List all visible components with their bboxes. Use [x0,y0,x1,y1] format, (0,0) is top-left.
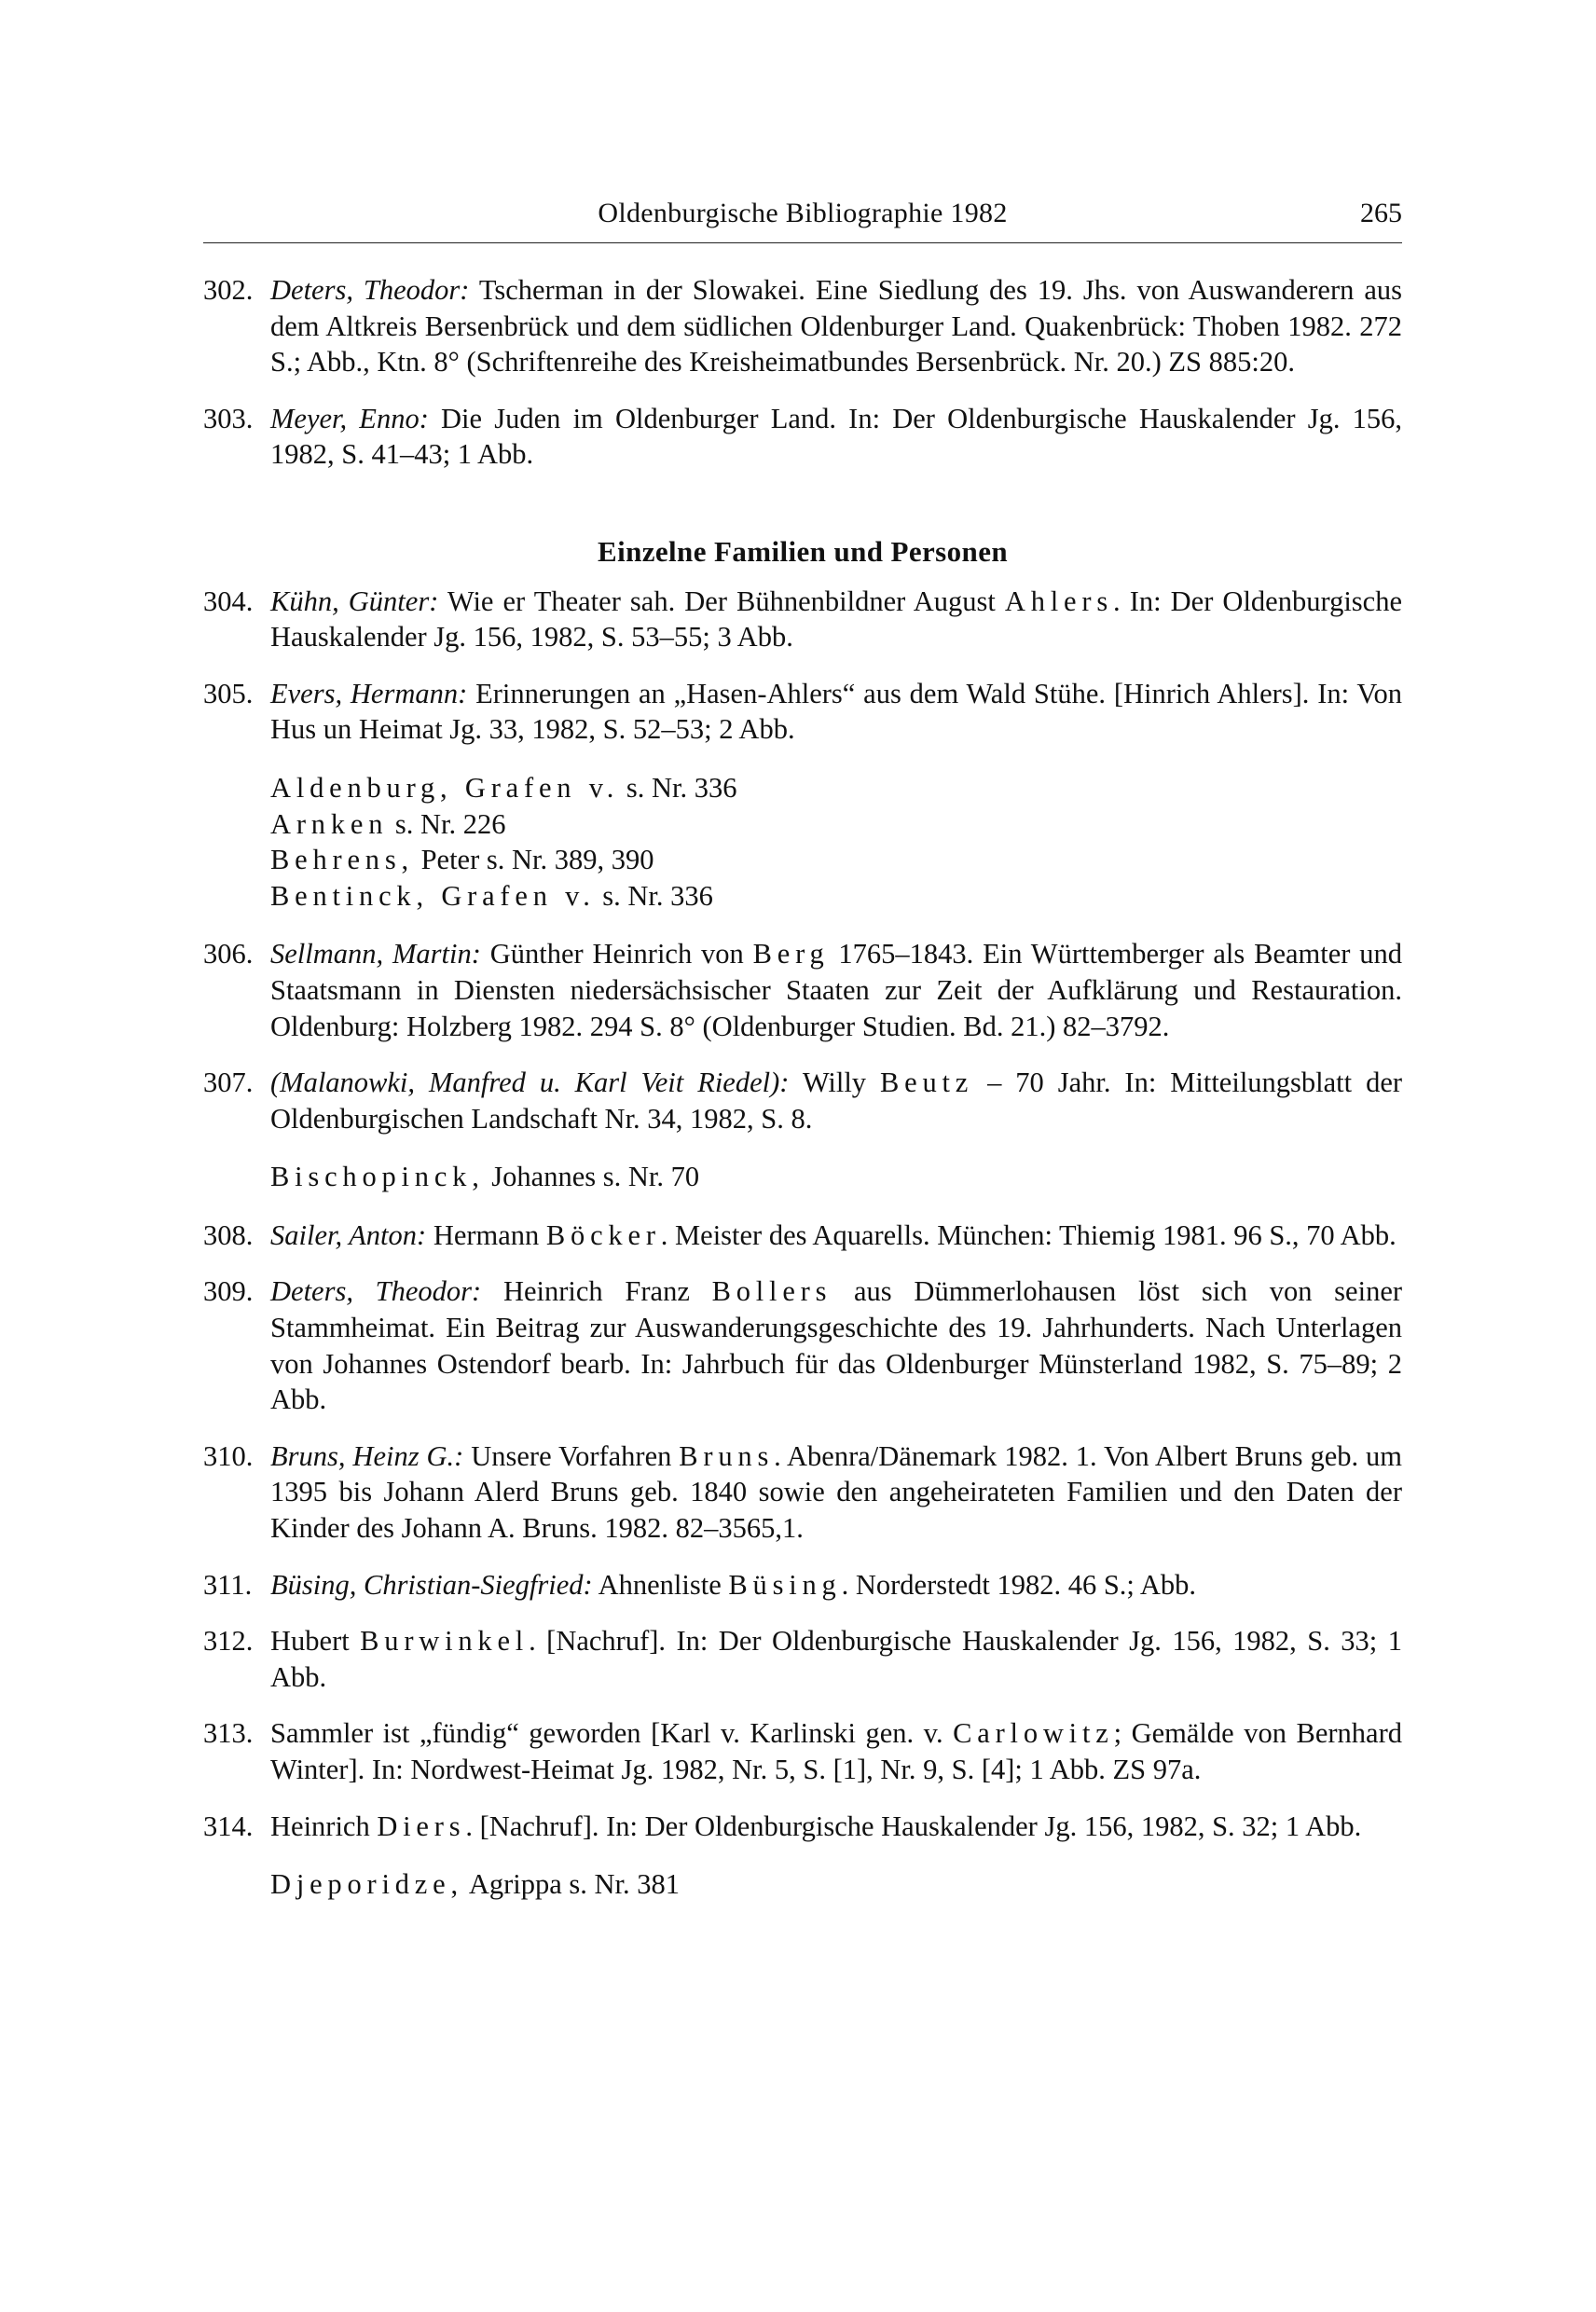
entry-304 [203,584,1402,655]
spaced-name: Bollers [711,1275,832,1308]
entry-309 [203,1273,1402,1417]
entry-text: Die Juden im Oldenburger Land. In: Der Oldenburgische Hauskalender Jg. 156, 1982, S. 41–43; 1 Abb. [270,402,1403,471]
entry-text: . Abenra/Dänemark 1982. 1. Von Albert Bruns geb. um 1395 bis Johann Alerd Bruns geb. 1840 sowie den angeheirateten Familien und den Daten der Kinder des Johann A. Bruns. 1982. 82–3565,1. [270,1439,1402,1545]
entry-author: Evers, Hermann: [270,677,468,709]
page-number: 265 [1360,198,1402,228]
entry-author: Büsing, Christian-Siegfried: [270,1568,593,1601]
entry-number: 314. [203,1810,254,1842]
entry-number: 306. [203,938,254,970]
ref-name: Aldenburg, Grafen v. [270,771,620,804]
entry-310 [203,1438,1402,1547]
entry-text: Günther Heinrich von [480,938,753,970]
ref-name: Djeporidze, [270,1868,463,1901]
ref-name: Behrens, [270,844,414,876]
entry-text: . [Nachruf]. In: Der Oldenburgische Hauskalender Jg. 156, 1982, S. 32; 1 Abb. [465,1810,1362,1842]
entry-text: Erinnerungen an „Hasen-Ahlers“ aus dem Wald Stühe. [Hinrich Ahlers]. In: Von Hus un Heimat Jg. 33, 1982, S. 52–53; 2 Abb. [270,677,1403,746]
cross-reference [270,1159,1402,1195]
entry-text: 1765–1843. Ein Württemberger als Beamter und Staatsmann in Diensten niedersächsischer Staaten zur Zeit der Aufklärung und Restauration. Oldenburg: Holzberg 1982. 294 S. 8° (Oldenburger Studien. Bd. 21.) 82–3792. [270,938,1402,1042]
entry-text: . In: Der Oldenburgische Hauskalender Jg. 156, 1982, S. 53–55; 3 Abb. [270,585,1402,654]
entry-number: 311. [203,1568,253,1601]
entry-number: 308. [203,1218,254,1251]
entry-303 [203,401,1402,473]
entry-text: Wie er Theater sah. Der Bühnenbildner August [438,585,1005,617]
spaced-name: Bruns [679,1439,775,1472]
entry-text: Heinrich [270,1810,378,1842]
entry-number: 304. [203,585,254,617]
entry-302 [203,272,1402,380]
entry-text: Hubert [270,1625,361,1658]
entry-number: 312. [203,1625,254,1658]
spaced-name: Büsing [728,1568,842,1601]
entry-text: Unsere Vorfahren [463,1439,680,1472]
entry-307 [203,1065,1402,1136]
ref-target: Agrippa s. Nr. 381 [462,1868,681,1901]
entry-313 [203,1715,1402,1787]
entry-308 [203,1218,1402,1254]
entry-author: Sailer, Anton: [270,1218,427,1251]
spaced-name: Burwinkel [360,1625,530,1658]
entry-author: Bruns, Heinz G.: [270,1439,464,1472]
entry-text: Tscherman in der Slowakei. Eine Siedlung des 19. Jhs. von Auswanderern aus dem Altkreis Bersenbrück und dem südlichen Oldenburger Land. Quakenbrück: Thoben 1982. 272 S.; Abb., Ktn. 8° (Schriftenreihe des Kreisheimatbundes Bersenbrück. Nr. 20.) ZS 885:20. [270,274,1402,378]
entry-author: (Malanowki, Manfred u. Karl Veit Riedel): [270,1067,790,1099]
entry-text: . [Nachruf]. In: Der Oldenburgische Hauskalender Jg. 156, 1982, S. 33; 1 Abb. [270,1625,1402,1693]
entry-text: Hermann [426,1218,546,1251]
entry-author: Sellmann, Martin: [270,938,481,970]
entry-text: aus Dümmerlohausen löst sich von seiner Stammheimat. Ein Beitrag zur Auswanderungsgeschichte des 19. Jahrhunderts. Nach Unterlagen von Johannes Ostendorf bearb. In: Jahrbuch für das Oldenburger Münsterland 1982, S. 75–89; 2 Abb. [270,1275,1403,1416]
bibliography-content [203,272,1402,1925]
cross-reference-list [203,770,1402,914]
ref-target: s. Nr. 336 [595,879,713,912]
entry-author: Deters, Theodor: [270,274,470,306]
ref-target: s. Nr. 336 [619,771,737,804]
entry-author: Kühn, Günter: [270,585,439,617]
entry-text: . Norderstedt 1982. 46 S.; Abb. [841,1568,1196,1601]
ref-target: Johannes s. Nr. 70 [484,1161,700,1193]
cross-reference [270,842,1402,878]
ref-name: Bentinck, Grafen v. [270,879,596,912]
entry-text: Heinrich Franz [481,1275,712,1308]
entry-author: Deters, Theodor: [270,1275,482,1308]
cross-reference [270,1866,1402,1903]
entry-number: 305. [203,677,254,709]
cross-reference-list [203,1159,1402,1195]
cross-reference [270,770,1402,806]
entry-number: 307. [203,1067,254,1099]
entry-text: . Meister des Aquarells. München: Thiemig 1981. 96 S., 70 Abb. [660,1218,1396,1251]
section-heading: Einzelne Familien und Personen [598,534,1008,568]
spaced-name: Böcker [545,1218,661,1251]
entry-305 [203,676,1402,748]
ref-name: Bischopinck, [270,1161,485,1193]
entry-text: Ahnenliste [592,1568,729,1601]
cross-reference [270,806,1402,843]
spaced-name: Berg [752,938,830,970]
entry-number: 313. [203,1717,254,1750]
ref-target: Peter s. Nr. 389, 390 [413,844,654,876]
entry-text: Sammler ist „fündig“ geworden [Karl v. Karlinski gen. v. [270,1717,954,1750]
entry-number: 303. [203,402,254,434]
running-header [203,190,1402,243]
entry-311 [203,1567,1402,1603]
ref-target: s. Nr. 226 [388,807,506,840]
cross-reference [270,878,1402,915]
header-title: Oldenburgische Bibliographie 1982 [598,198,1008,228]
entry-number: 310. [203,1439,254,1472]
cross-reference-list [203,1866,1402,1903]
spaced-name: Beutz [880,1067,974,1099]
spaced-name: Diers [377,1810,466,1842]
entry-text: Willy [789,1067,881,1099]
entry-312 [203,1623,1402,1695]
spaced-name: Carlowitz [953,1717,1114,1750]
entry-text: ; Gemälde von Bernhard Winter]. In: Nordwest-Heimat Jg. 1982, Nr. 5, S. [1], Nr. 9, S. [4]; 1 Abb. ZS 97a. [270,1717,1402,1785]
entry-text: – 70 Jahr. In: Mitteilungsblatt der Oldenburgischen Landschaft Nr. 34, 1982, S. 8. [270,1067,1403,1135]
ref-name: Arnken [270,807,389,840]
entry-306 [203,936,1402,1044]
entry-number: 302. [203,274,254,306]
entry-author: Meyer, Enno: [270,402,429,434]
entry-314 [203,1809,1402,1845]
spaced-name: Ahlers [1004,585,1113,617]
entry-number: 309. [203,1275,254,1308]
